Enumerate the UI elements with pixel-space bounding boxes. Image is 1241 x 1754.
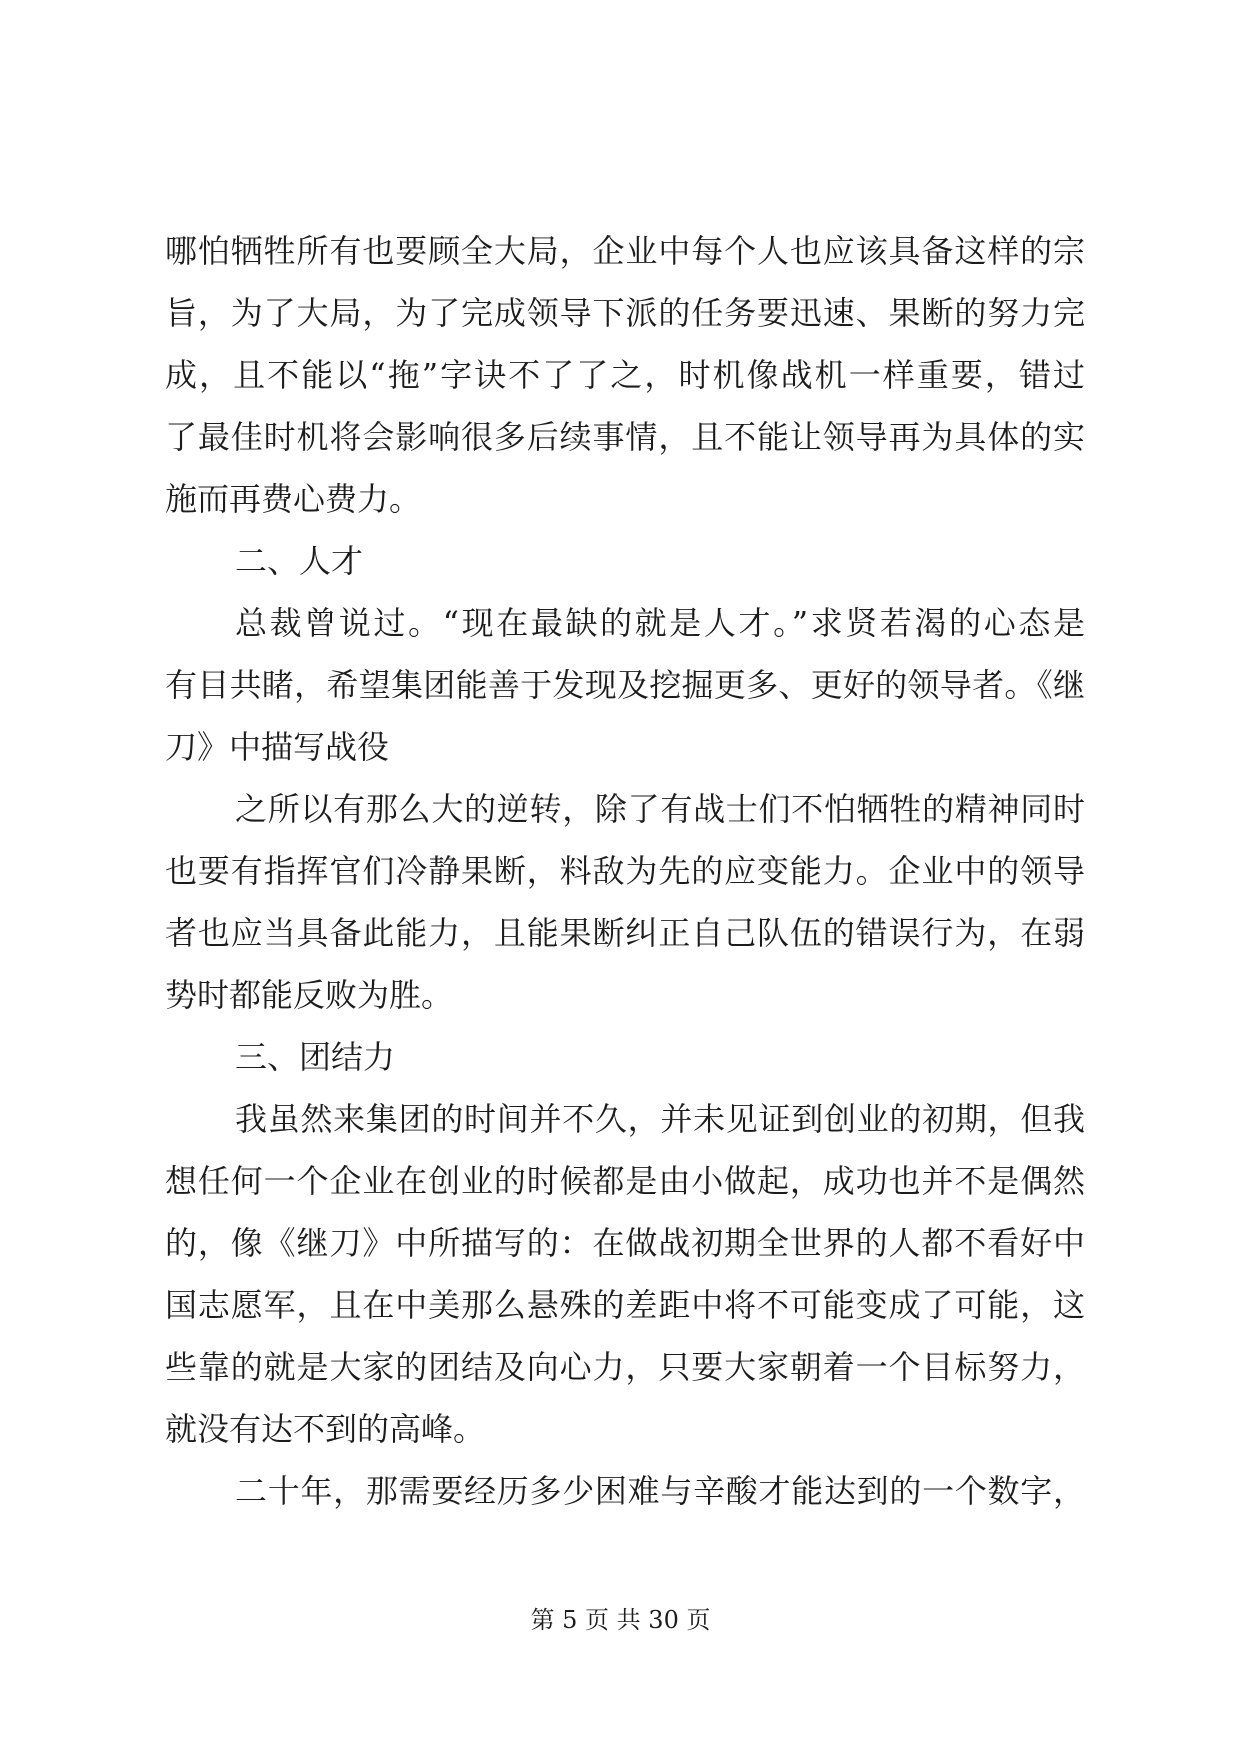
text-line: 旨，为了大局，为了完成领导下派的任务要迅速、果断的努力完 <box>165 294 1085 332</box>
text-line: 我虽然来集团的时间并不久，并未见证到创业的初期，但我 <box>235 1100 1085 1138</box>
text-line: 也要有指挥官们冷静果断，料敌为先的应变能力。企业中的领导 <box>165 852 1085 890</box>
section-heading: 三、团结力 <box>235 1038 396 1076</box>
body-text <box>165 220 1085 1522</box>
text-line: 者也应当具备此能力，且能果断纠正自己队伍的错误行为，在弱 <box>165 914 1085 952</box>
text-line: 势时都能反败为胜。 <box>165 976 454 1014</box>
text-line: 想任何一个企业在创业的时候都是由小做起，成功也并不是偶然 <box>165 1162 1085 1200</box>
text-line: 成，且不能以“拖”字诀不了了之，时机像战机一样重要，错过 <box>165 356 1085 394</box>
text-line: 了最佳时机将会影响很多后续事情，且不能让领导再为具体的实 <box>165 418 1085 456</box>
text-line: 之所以有那么大的逆转，除了有战士们不怕牺牲的精神同时 <box>235 790 1085 828</box>
text-line: 施而再费心费力。 <box>165 480 422 518</box>
page-number-footer: 第 5 页 共 30 页 <box>530 1606 711 1634</box>
section-heading: 二、人才 <box>235 542 364 580</box>
text-line: 总裁曾说过。“现在最缺的就是人才。”求贤若渴的心态是 <box>235 604 1085 642</box>
text-line: 有目共睹，希望集团能善于发现及挖掘更多、更好的领导者。《继 <box>165 666 1085 704</box>
text-line: 些靠的就是大家的团结及向心力，只要大家朝着一个目标努力， <box>165 1348 1085 1386</box>
text-line: 国志愿军，且在中美那么悬殊的差距中将不可能变成了可能，这 <box>165 1286 1085 1324</box>
text-line: 的，像《继刀》中所描写的：在做战初期全世界的人都不看好中 <box>165 1224 1085 1262</box>
text-line: 二十年，那需要经历多少困难与辛酸才能达到的一个数字， <box>235 1472 1085 1510</box>
text-line: 刀》中描写战役 <box>165 728 390 766</box>
text-line: 哪怕牺牲所有也要顾全大局，企业中每个人也应该具备这样的宗 <box>165 232 1085 270</box>
text-line: 就没有达不到的高峰。 <box>165 1410 486 1448</box>
